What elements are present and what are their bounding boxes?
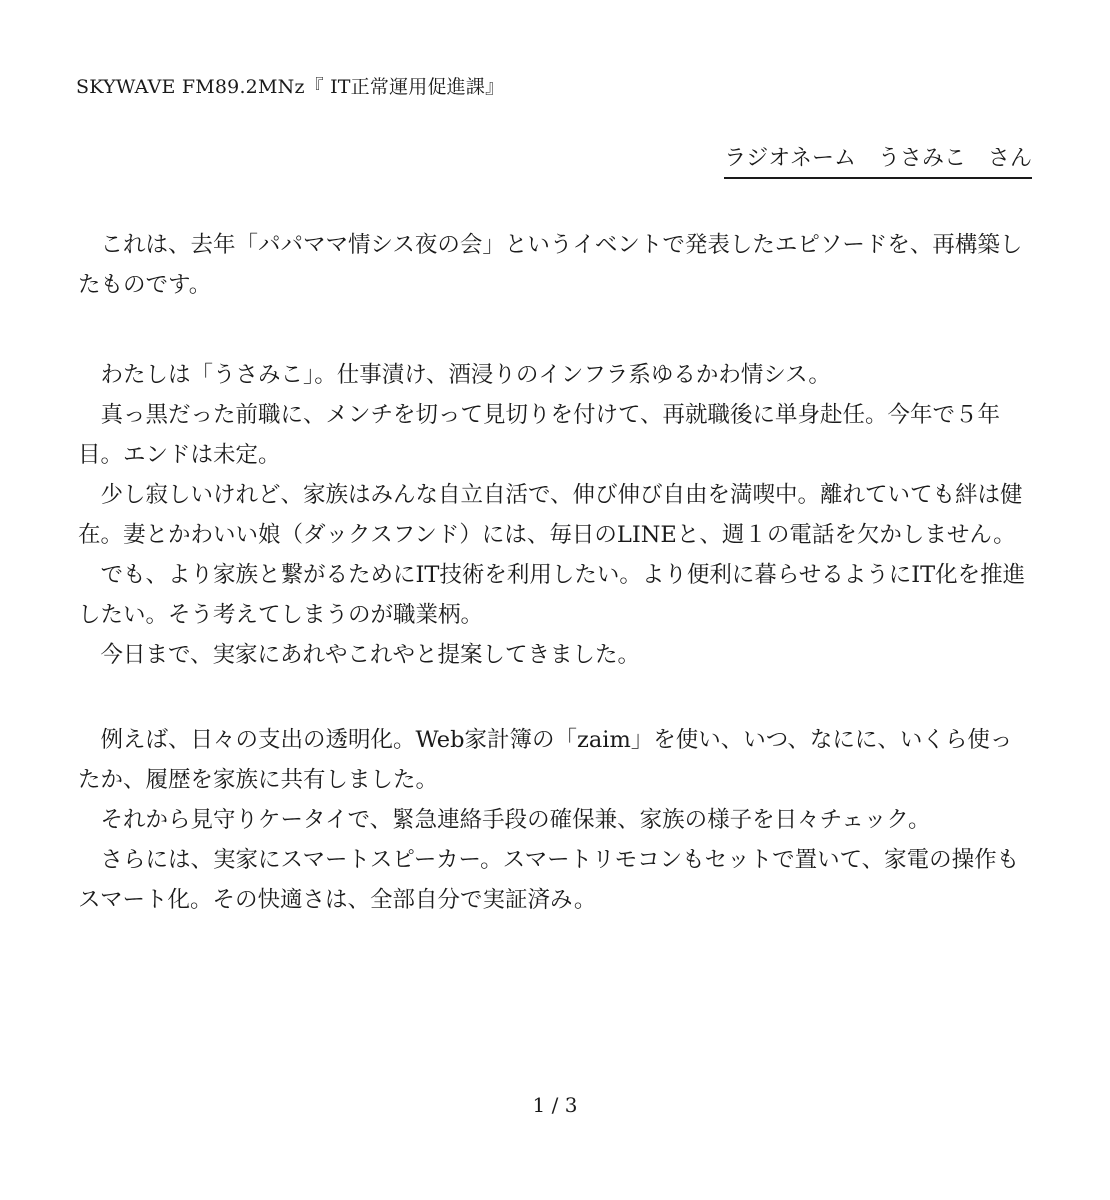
paragraph-job: 真っ黒だった前職に、メンチを切って見切りを付けて、再就職後に単身赴任。今年で５年目。エンドは未定。	[78, 402, 1001, 468]
paragraph-zaim: 例えば、日々の支出の透明化。Web家計簿の「zaim」を使い、いつ、なにに、いくら使ったか、履歴を家族に共有しました。	[78, 727, 1013, 793]
radio-name-value: うさみこ	[877, 146, 966, 171]
paragraph-it-motivation: でも、より家族と繋がるためにIT技術を利用したい。より便利に暮らせるようにIT化を推進したい。そう考えてしまうのが職業柄。	[78, 562, 1026, 628]
radio-name-line	[724, 142, 1032, 179]
paragraph-intro: これは、去年「パパママ情シス夜の会」というイベントで発表したエピソードを、再構築したものです。	[78, 232, 1023, 298]
radio-name-label: ラジオネーム	[724, 146, 856, 171]
radio-name-suffix: さん	[987, 146, 1032, 171]
page-number: 1 / 3	[532, 1093, 578, 1117]
program-title: SKYWAVE FM89.2MNz『 IT正常運用促進課』	[76, 76, 505, 98]
paragraph-self-intro: わたしは「うさみこ」。仕事漬け、酒浸りのインフラ系ゆるかわ情シス。	[100, 362, 831, 388]
paragraph-smart-speaker: さらには、実家にスマートスピーカー。スマートリモコンもセットで置いて、家電の操作もスマート化。その快適さは、全部自分で実証済み。	[78, 847, 1020, 913]
paragraph-proposals: 今日まで、実家にあれやこれやと提案してきました。	[100, 642, 641, 668]
paragraph-phone: それから見守りケータイで、緊急連絡手段の確保兼、家族の様子を日々チェック。	[100, 807, 931, 833]
paragraph-family: 少し寂しいけれど、家族はみんな自立自活で、伸び伸び自由を満喫中。離れていても絆は健在。妻とかわいい娘（ダックスフンド）には、毎日のLINEと、週１の電話を欠かしません。	[78, 482, 1023, 548]
document-body	[78, 225, 1034, 920]
